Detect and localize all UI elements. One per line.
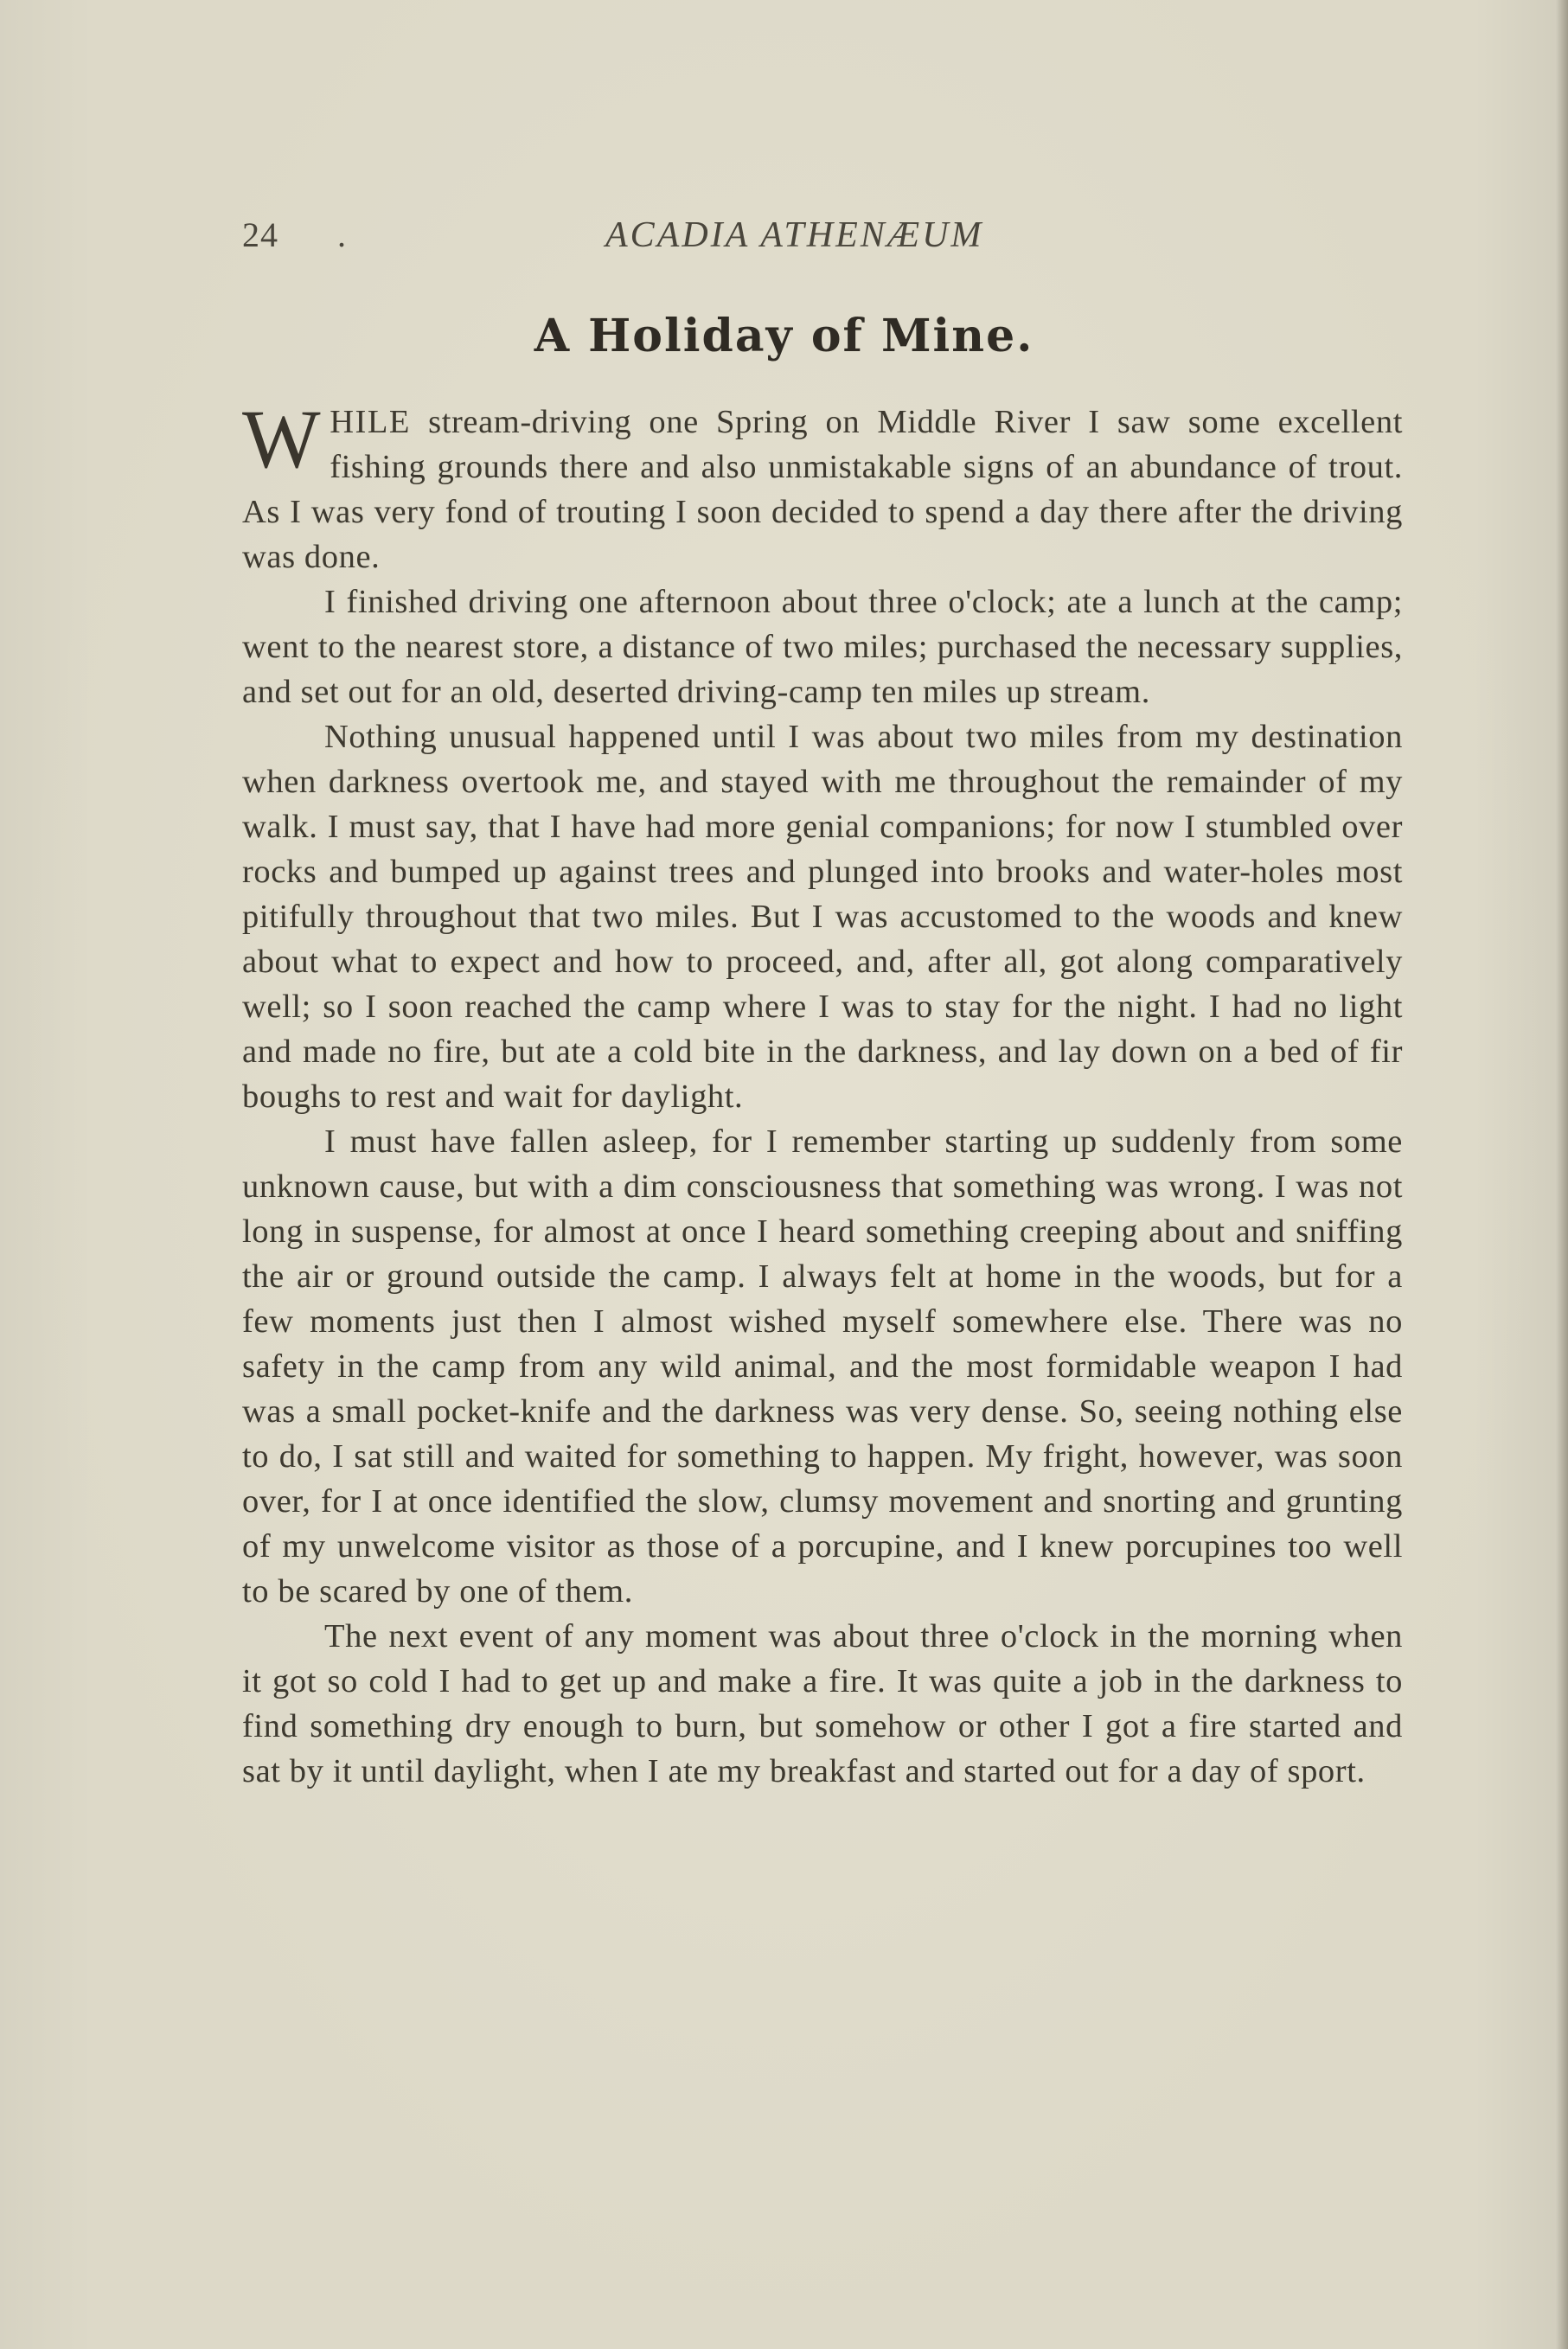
paragraph-4: I must have fallen asleep, for I remember starting up suddenly from some unknown cause, but with a dim consciousness that something was wrong. I was not long in suspense, for almost at once I heard something creeping about and sniffing the air or ground outside the camp. I always felt at home in the woods, but for a few moments just then I almost wished myself somewhere else. There was no safety in the camp from any wild animal, and the most formidable weapon I had was a small pocket-knife and the darkness was very dense. So, seeing nothing else to do, I sat still and waited for something to happen. My fright, however, was soon over, for I at once identified the slow, clumsy movement and snorting and grunting of my unwelcome visitor as those of a porcupine, and I knew porcupines too well to be scared by one of them. [242,1123,1403,1610]
paragraph-1-text: stream-driving one Spring on Middle River I saw some excellent fishing grounds there and also unmistakable signs of an abundance of trout. As I was very fond of trouting I soon decided to spend a day there after the driving was done. [242,404,1403,575]
article-body [242,393,1403,1794]
article-title: A Holiday of Mine. [534,310,1034,362]
header-separator: . [337,215,346,254]
page-number: 24 [242,215,278,254]
journal-title: ACADIA ATHENÆUM [605,215,984,255]
running-header [242,214,1401,266]
paragraph-5: The next event of any moment was about three o'clock in the morning when it got so cold I had to get up and make a fire. It was quite a job in the darkness to find something dry enough to burn, but somehow or other I got a fire started and sat by it until daylight, when I ate my breakfast and started out for a day of sport. [242,1618,1403,1789]
drop-cap: W [242,393,322,485]
paragraph-3: Nothing unusual happened until I was about two miles from my destination when darkness overtook me, and stayed with me throughout the remainder of my walk. I must say, that I have had more genial companions; for now I stumbled over rocks and bumped up against trees and plunged into brooks and water-holes most pitifully throughout that two miles. But I was accustomed to the woods and knew about what to expect and how to proceed, and, after all, got along comparatively well; so I soon reached the camp where I was to stay for the night. I had no light and made no fire, but ate a cold bite in the darkness, and lay down on a bed of fir boughs to rest and wait for daylight. [242,719,1403,1115]
first-lead: HILE [330,404,411,440]
paragraph-1 [242,393,1403,579]
paragraph-2: I finished driving one afternoon about three o'clock; ate a lunch at the camp; went to the nearest store, a distance of two miles; purchased the necessary supplies, and set out for an old, deserted driving-camp ten miles up stream. [242,584,1403,710]
